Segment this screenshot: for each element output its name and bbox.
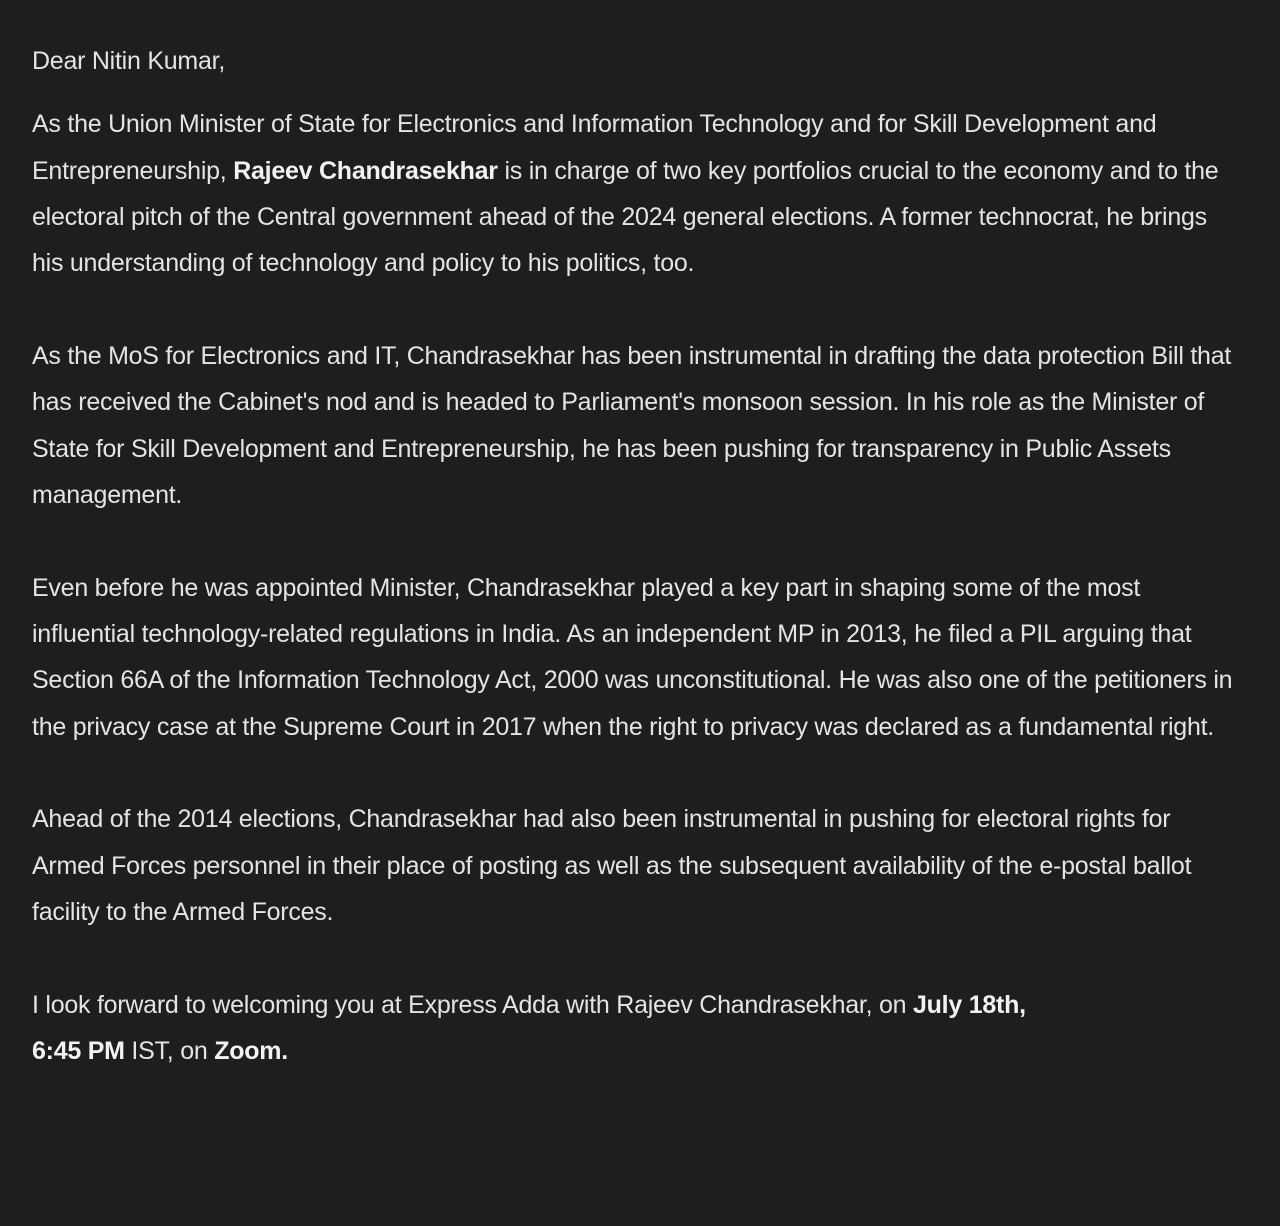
event-time-bold: 6:45 PM [32,1037,125,1066]
email-greeting: Dear Nitin Kumar, [32,47,226,75]
closing-text-1: I look forward to welcoming you at Express Adda with Rajeev Chandrasekhar, on [32,990,913,1019]
paragraph-mos-role: As the MoS for Electronics and IT, Chandrasekhar has been instrumental in drafting the data protection Bill that has received the Cabinet's nod and is headed to Parliament's monsoon session. In his role as the Minister of State for Skill Development and Entrepreneurship, he has been pushing for transparency in Public Assets management. [32,341,1232,509]
minister-name-bold: Rajeev Chandrasekhar [233,156,498,185]
paragraph-regulations: Even before he was appointed Minister, Chandrasekhar played a key part in shaping some of the most influential technology-related regulations in India. As an independent MP in 2013, he filed a PIL arguing that Section 66A of the Information Technology Act, 2000 was unconstitutional. He was also one of the petitioners in the privacy case at the Supreme Court in 2017 when the right to privacy was declared as a fundamental right. [32,573,1233,741]
email-body [32,38,1237,1074]
paragraph-intro [32,101,1237,286]
closing-text-2: IST, on [124,1037,215,1066]
paragraph-closing [32,982,1237,1075]
paragraph-electoral-rights: Ahead of the 2014 elections, Chandrasekhar had also been instrumental in pushing for electoral rights for Armed Forces personnel in their place of posting as well as the subsequent availability of the e-postal ballot facility to the Armed Forces. [32,805,1192,926]
paragraph-intro-text-2: is in charge of two key portfolios crucial to the economy and to the electoral pitch of the Central government ahead of the 2024 general elections. A former technocrat, he brings his understanding of technology and policy to his politics, too. [32,156,1219,278]
event-date-bold: July 18th, [912,990,1026,1019]
paragraph-intro-text-1: As the Union Minister of State for Electronics and Information Technology and for Skill Development and Entrepreneurship, [32,110,1157,185]
event-platform-bold: Zoom. [214,1037,288,1066]
